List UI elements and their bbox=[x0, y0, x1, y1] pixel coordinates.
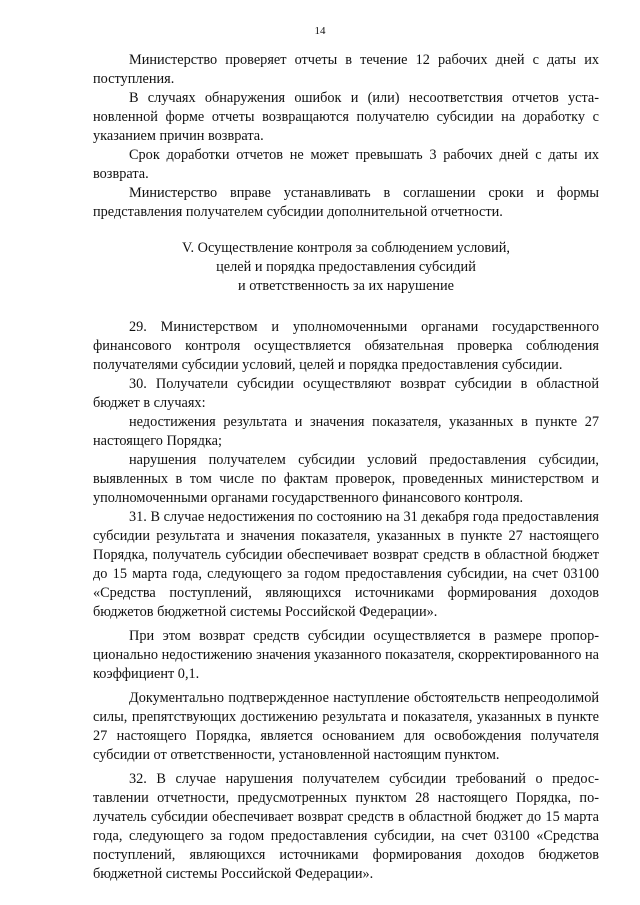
paragraph-additional-reporting: Министерство вправе устанавливать в соглашении сроки и формы представления получателем субсидии дополнительной отчетности. bbox=[93, 185, 599, 220]
paragraph-item-30-case-1: недостижения результата и значения показателя, указанных в пункте 27 настоящего Порядка; bbox=[93, 414, 599, 449]
section-heading-line-2: целей и порядка предоставления субсидий bbox=[216, 259, 476, 275]
section-heading-line-3: и ответственность за их нарушение bbox=[237, 278, 455, 294]
page-number: 14 bbox=[314, 25, 326, 37]
paragraph-item-31-force-majeure: Документально подтвержденное наступление обстоятельств непреодолимой силы, препятствующих достижению результата и показателя, указанных в пункте 27 настоящего Порядка, является основанием для освобождения получателя субсидии от ответственности, установленной настоящим пунктом. bbox=[93, 690, 599, 763]
paragraph-item-31-return-amount: При этом возврат средств субсидии осуществляется в размере пропорционально недостижению значения указанного показателя, скорректированного на коэффициент 0,1. bbox=[93, 628, 599, 682]
section-heading-line-1: V. Осуществление контроля за соблюдением условий, bbox=[181, 240, 511, 256]
paragraph-report-check-period: Министерство проверяет отчеты в течение 12 рабочих дней с даты их поступления. bbox=[93, 52, 599, 87]
paragraph-report-return-on-errors: В случаях обнаружения ошибок и (или) несоответствия отчетов установленной форме отчеты возвращаются получателю субсидии на доработку с указанием причин возврата. bbox=[93, 90, 599, 144]
section-heading-v bbox=[93, 239, 599, 296]
paragraph-item-30-case-2: нарушения получателем субсидии условий предоставления субсидии, выявленных в том числе по фактам проверок, проведенных министерством и уполномоченными органами государственного финансового контроля. bbox=[93, 452, 599, 506]
paragraph-report-revision-deadline: Срок доработки отчетов не может превышать 3 рабочих дней с даты их возврата. bbox=[93, 147, 599, 182]
paragraph-item-32: 32. В случае нарушения получателем субсидии требований о предоставлении отчетности, предусмотренных пунктом 28 настоящего Порядка, получатель субсидии обеспечивает возврат средств в областной бюджет до 15 марта года, следующего за годом предоставления субсидии, на счет 03100 «Средства поступлений, являющихся источниками формирования доходов бюджетов бюджетной системы Российской Федерации». bbox=[93, 771, 599, 882]
paragraph-item-30: 30. Получатели субсидии осуществляют возврат субсидии в областной бюджет в случаях: bbox=[93, 376, 599, 411]
paragraph-item-31: 31. В случае недостижения по состоянию на 31 декабря года предоставления субсидии результата и значения показателя, указанных в пункте 27 настоящего Порядка, получатель субсидии обеспечивает возврат средств в областной бюджет до 15 марта года, следующего за годом предоставления субсидии, на счет 03100 «Средства поступлений, являющихся источниками формирования доходов бюджетов бюджетной системы Российской Федерации». bbox=[93, 509, 599, 620]
document-body bbox=[93, 51, 599, 884]
paragraph-item-29: 29. Министерством и уполномоченными органами государственного финансового контроля осуществляется обязательная проверка соблюдения получателями субсидии условий, целей и порядка предоставления субсидии. bbox=[93, 319, 599, 373]
